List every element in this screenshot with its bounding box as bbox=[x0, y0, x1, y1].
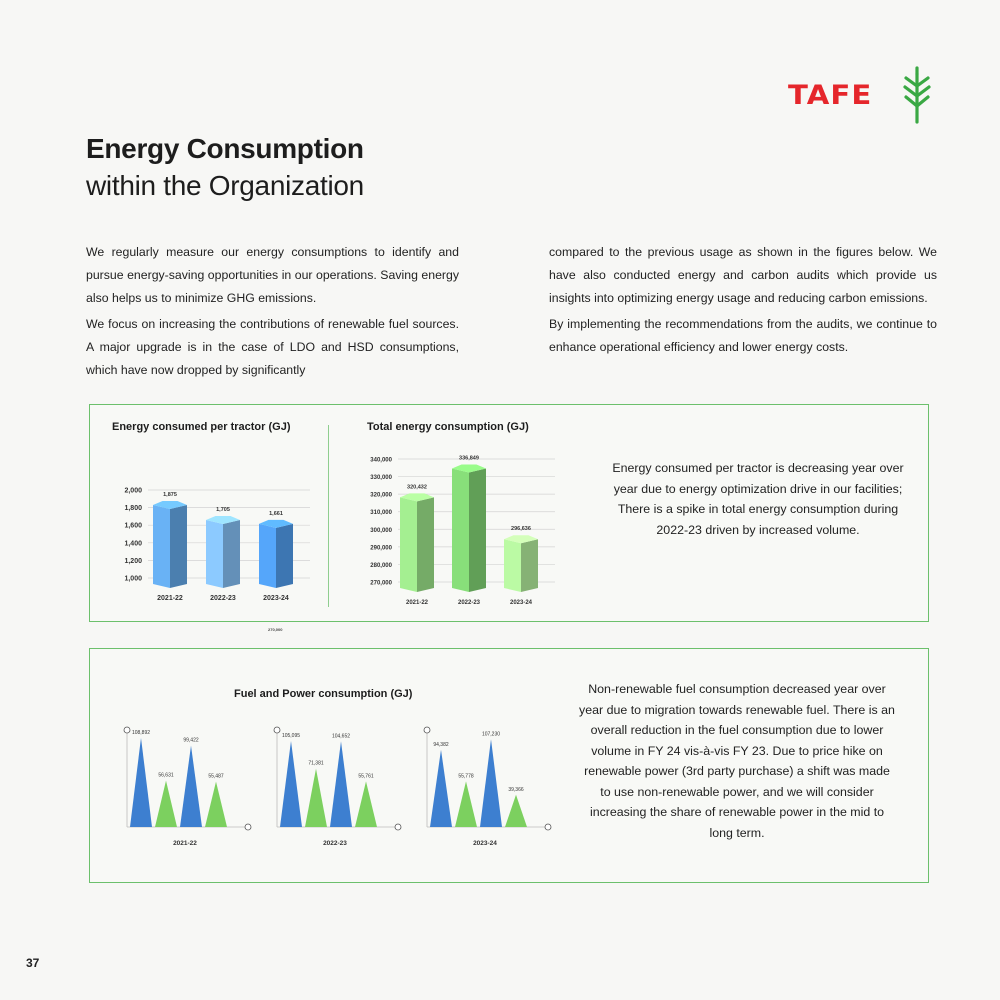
stray-axis-label: 270,000 bbox=[268, 627, 283, 632]
bar bbox=[259, 520, 293, 588]
x-group-label: 2023-24 bbox=[473, 840, 497, 847]
y-tick-label: 300,000 bbox=[370, 527, 392, 534]
cone-bar bbox=[330, 741, 352, 827]
data-label: 55,778 bbox=[458, 773, 474, 780]
y-tick-label: 280,000 bbox=[370, 562, 392, 569]
data-label: 99,422 bbox=[183, 737, 199, 744]
intro-paragraph: We focus on increasing the contributions of renewable fuel sources. A major upgrade is in the case of LDO and HSD consumptions, which have now dropped by significantly bbox=[86, 317, 459, 377]
axis-end-marker bbox=[245, 824, 251, 830]
fuel-power-chart bbox=[100, 725, 560, 855]
cone-bar bbox=[130, 738, 152, 827]
logo-wordmark: TAFE bbox=[788, 80, 873, 111]
energy-charts-panel bbox=[89, 404, 929, 622]
x-tick-label: 2023-24 bbox=[509, 600, 533, 606]
data-label: 296,636 bbox=[511, 526, 531, 533]
cone-bar bbox=[180, 746, 202, 827]
data-label: 1,661 bbox=[269, 510, 283, 517]
data-label: 71,381 bbox=[308, 760, 324, 767]
y-tick-label: 290,000 bbox=[370, 545, 392, 552]
cone-bar bbox=[355, 781, 377, 827]
intro-paragraph: We regularly measure our energy consumptions to identify and pursue energy-saving opportunities in our operations. Saving energy also helps us to minimize GHG emissions. bbox=[86, 245, 459, 305]
data-label: 94,382 bbox=[433, 741, 449, 748]
chart-title-per-tractor: Energy consumed per tractor (GJ) bbox=[112, 421, 291, 433]
data-label: 105,095 bbox=[281, 733, 301, 740]
bar bbox=[400, 493, 434, 592]
data-label: 104,652 bbox=[331, 733, 351, 740]
x-tick-label: 2021-22 bbox=[405, 600, 429, 606]
bar bbox=[452, 465, 486, 592]
data-label: 1,705 bbox=[216, 506, 230, 513]
axis-end-marker bbox=[424, 727, 430, 733]
cone-bar bbox=[280, 741, 302, 827]
bar bbox=[504, 535, 538, 592]
x-group-label: 2022-23 bbox=[323, 840, 347, 847]
page-subtitle: within the Organization bbox=[86, 170, 364, 201]
page-title: Energy Consumption bbox=[86, 133, 364, 164]
y-tick-label: 1,400 bbox=[124, 540, 142, 548]
cone-bar bbox=[155, 781, 177, 827]
wheat-leaf-icon bbox=[900, 66, 934, 126]
tafe-logo bbox=[782, 66, 942, 126]
chart-title-fuel-power: Fuel and Power consumption (GJ) bbox=[234, 688, 413, 700]
cone-bar bbox=[480, 739, 502, 827]
y-tick-label: 1,200 bbox=[124, 557, 142, 565]
intro-right-column bbox=[549, 241, 937, 362]
data-label: 320,432 bbox=[407, 484, 427, 491]
panel-divider bbox=[328, 425, 329, 607]
page-number: 37 bbox=[26, 956, 40, 970]
cone-bar bbox=[205, 782, 227, 827]
axis-end-marker bbox=[274, 727, 280, 733]
y-tick-label: 1,800 bbox=[124, 505, 142, 513]
data-label: 55,487 bbox=[208, 773, 224, 780]
y-tick-label: 1,000 bbox=[124, 575, 142, 583]
cone-bar bbox=[505, 795, 527, 827]
data-label: 39,366 bbox=[508, 786, 524, 793]
data-label: 107,230 bbox=[481, 731, 501, 738]
cone-bar bbox=[455, 781, 477, 827]
data-label: 108,892 bbox=[131, 729, 151, 736]
y-tick-label: 2,000 bbox=[124, 487, 142, 495]
y-tick-label: 270,000 bbox=[370, 580, 392, 587]
bar bbox=[153, 501, 187, 588]
axis-end-marker bbox=[124, 727, 130, 733]
axis-end-marker bbox=[395, 824, 401, 830]
x-group-label: 2021-22 bbox=[173, 840, 197, 847]
x-tick-label: 2021-22 bbox=[157, 595, 183, 602]
fuel-power-panel bbox=[89, 648, 929, 883]
y-tick-label: 330,000 bbox=[370, 475, 392, 482]
y-tick-label: 310,000 bbox=[370, 510, 392, 517]
x-tick-label: 2023-24 bbox=[263, 595, 289, 602]
y-tick-label: 340,000 bbox=[370, 457, 392, 464]
y-tick-label: 1,600 bbox=[124, 522, 142, 530]
axis-end-marker bbox=[545, 824, 551, 830]
bar bbox=[206, 516, 240, 588]
intro-paragraph: compared to the previous usage as shown in the figures below. We have also conducted energy and carbon audits which provide us insights into optimizing energy usage and reducing carbon emissions. bbox=[549, 245, 937, 305]
intro-left-column bbox=[86, 241, 459, 385]
data-label: 55,761 bbox=[358, 773, 374, 780]
data-label: 336,849 bbox=[459, 455, 479, 462]
cone-bar bbox=[305, 769, 327, 827]
per-tractor-bar-chart bbox=[100, 455, 320, 610]
x-tick-label: 2022-23 bbox=[457, 600, 481, 606]
energy-note: Energy consumed per tractor is decreasing year over year due to energy optimization drive in our facilities; There is a spike in total energy consumption during 2022-23 driven by increased volume. bbox=[612, 461, 904, 537]
y-tick-label: 320,000 bbox=[370, 492, 392, 499]
data-label: 1,875 bbox=[163, 492, 177, 498]
chart-title-total-energy: Total energy consumption (GJ) bbox=[367, 421, 529, 433]
intro-paragraph: By implementing the recommendations from the audits, we continue to enhance operational efficiency and lower energy costs. bbox=[549, 317, 937, 354]
total-energy-bar-chart bbox=[340, 447, 565, 609]
x-tick-label: 2022-23 bbox=[210, 595, 236, 602]
cone-bar bbox=[430, 750, 452, 827]
data-label: 56,631 bbox=[158, 772, 174, 779]
fuel-power-note: Non-renewable fuel consumption decreased year over year due to migration towards renewable fuel. There is an overall reduction in the fuel consumption due to lower volume in FY 24 vis-à-vis FY 23. Due to price hike on renewable power (3rd party purchase) a shift was made to use non-renewable power, and we will consider increasing the share of renewable power in the mid to long term. bbox=[579, 682, 895, 840]
